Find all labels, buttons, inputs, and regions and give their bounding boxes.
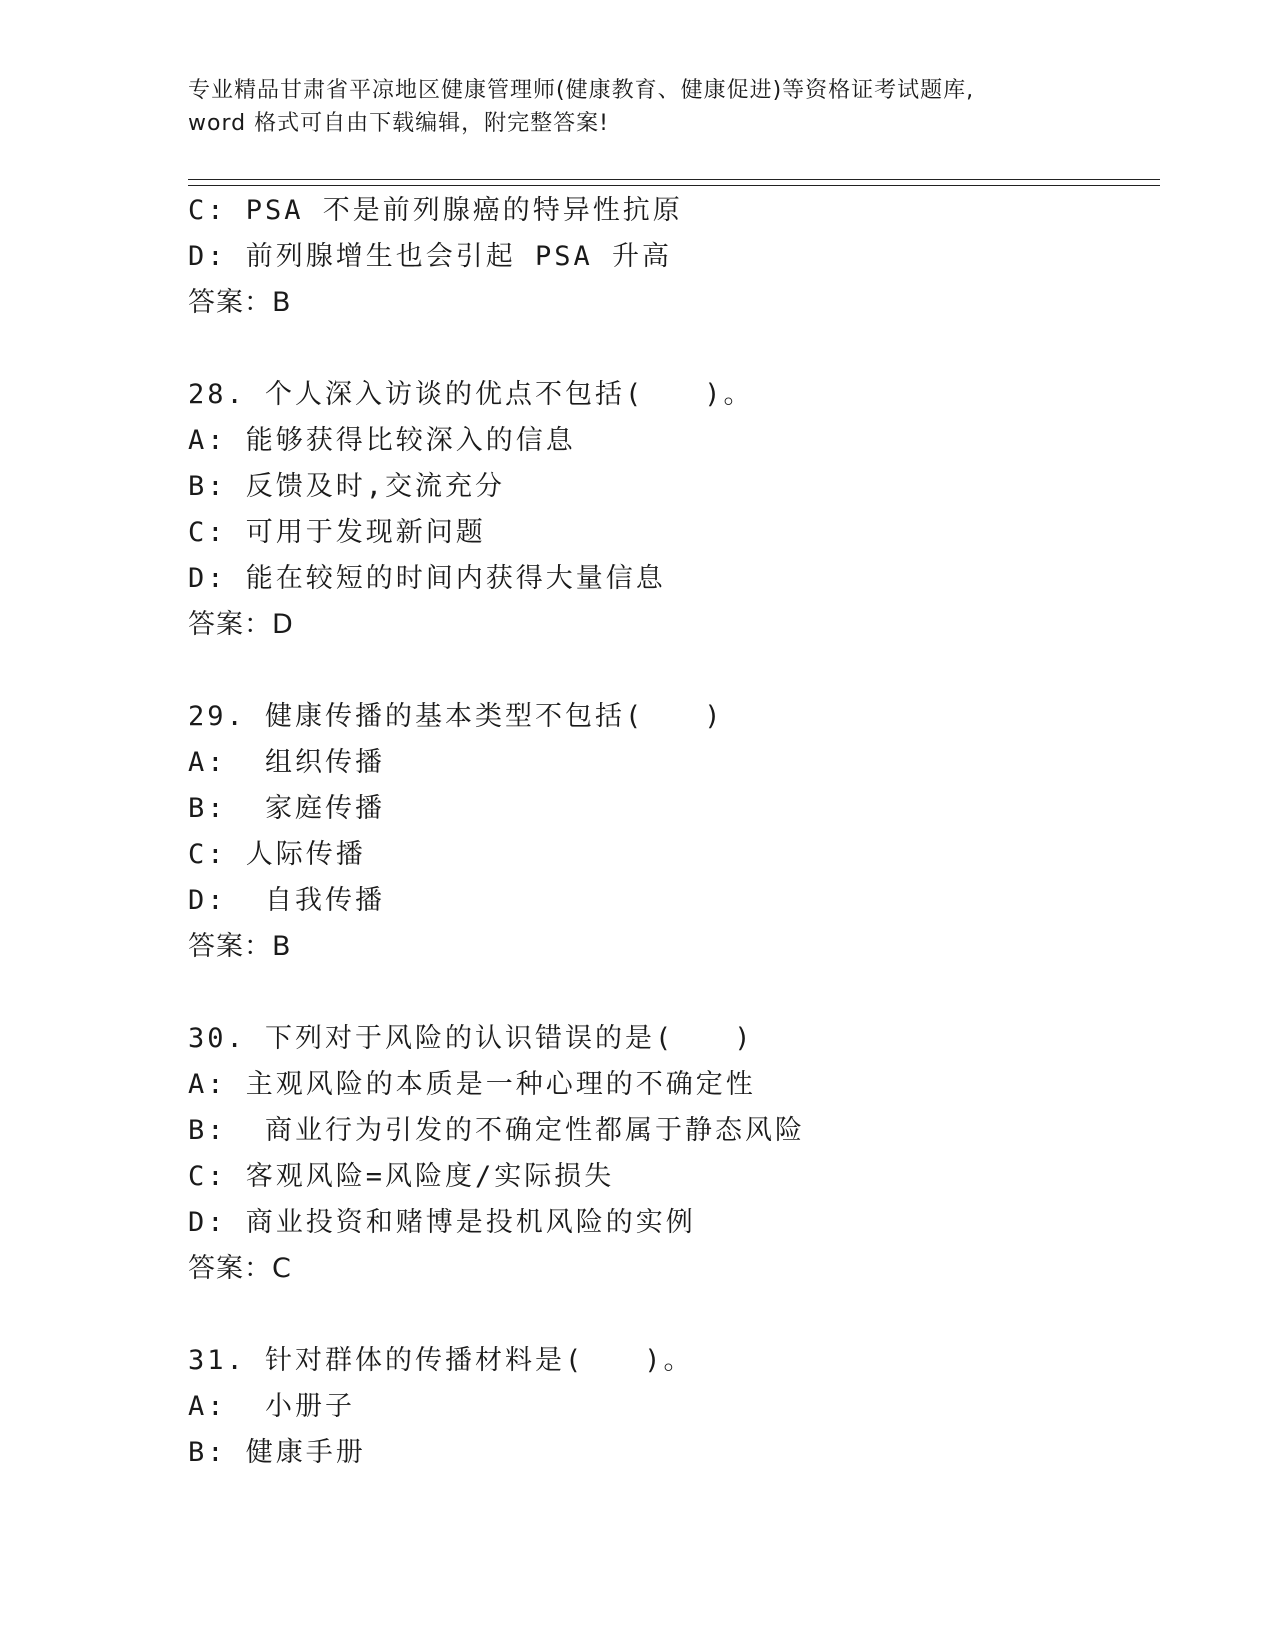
question-29: [188, 694, 1148, 970]
header-divider: [188, 179, 1160, 186]
option-d: D: 自我传播: [188, 885, 386, 916]
option-a: A: 小册子: [188, 1391, 356, 1422]
option-a: A: 组织传播: [188, 747, 386, 778]
spacer: [188, 326, 1148, 372]
option-d: D: 能在较短的时间内获得大量信息: [188, 563, 666, 594]
option-b: B: 健康手册: [188, 1437, 366, 1468]
document-header: [188, 74, 1088, 140]
option-c: C: 可用于发现新问题: [188, 517, 486, 548]
question-31: [188, 1338, 1148, 1476]
question-28: [188, 372, 1148, 648]
question-stem: 30. 下列对于风险的认识错误的是( ): [188, 1023, 754, 1054]
question-30: [188, 1016, 1148, 1292]
option-d: D: 前列腺增生也会引起 PSA 升高: [188, 241, 673, 272]
header-title-line-2: word 格式可自由下载编辑，附完整答案!: [188, 111, 609, 136]
option-d: D: 商业投资和赌博是投机风险的实例: [188, 1207, 696, 1238]
spacer: [188, 970, 1148, 1016]
answer-label: 答案：B: [188, 931, 292, 962]
header-title-line-1: 专业精品甘肃省平凉地区健康管理师(健康教育、健康促进)等资格证考试题库,: [188, 78, 975, 103]
answer-label: 答案：D: [188, 609, 294, 640]
option-a: A: 能够获得比较深入的信息: [188, 425, 576, 456]
option-b: B: 反馈及时,交流充分: [188, 471, 506, 502]
option-c: C: 人际传播: [188, 839, 366, 870]
question-list: [188, 188, 1148, 1476]
question-stem: 28. 个人深入访谈的优点不包括( )。: [188, 379, 754, 410]
option-b: B: 商业行为引发的不确定性都属于静态风险: [188, 1115, 806, 1146]
spacer: [188, 648, 1148, 694]
question-stem: 31. 针对群体的传播材料是( )。: [188, 1345, 694, 1376]
question-27: [188, 188, 1148, 326]
option-c: C: 客观风险=风险度/实际损失: [188, 1161, 615, 1192]
option-b: B: 家庭传播: [188, 793, 386, 824]
answer-label: 答案：B: [188, 287, 292, 318]
answer-label: 答案：C: [188, 1253, 292, 1284]
option-a: A: 主观风险的本质是一种心理的不确定性: [188, 1069, 756, 1100]
spacer: [188, 1292, 1148, 1338]
question-stem: 29. 健康传播的基本类型不包括( ): [188, 701, 724, 732]
option-c: C: PSA 不是前列腺癌的特异性抗原: [188, 195, 683, 226]
